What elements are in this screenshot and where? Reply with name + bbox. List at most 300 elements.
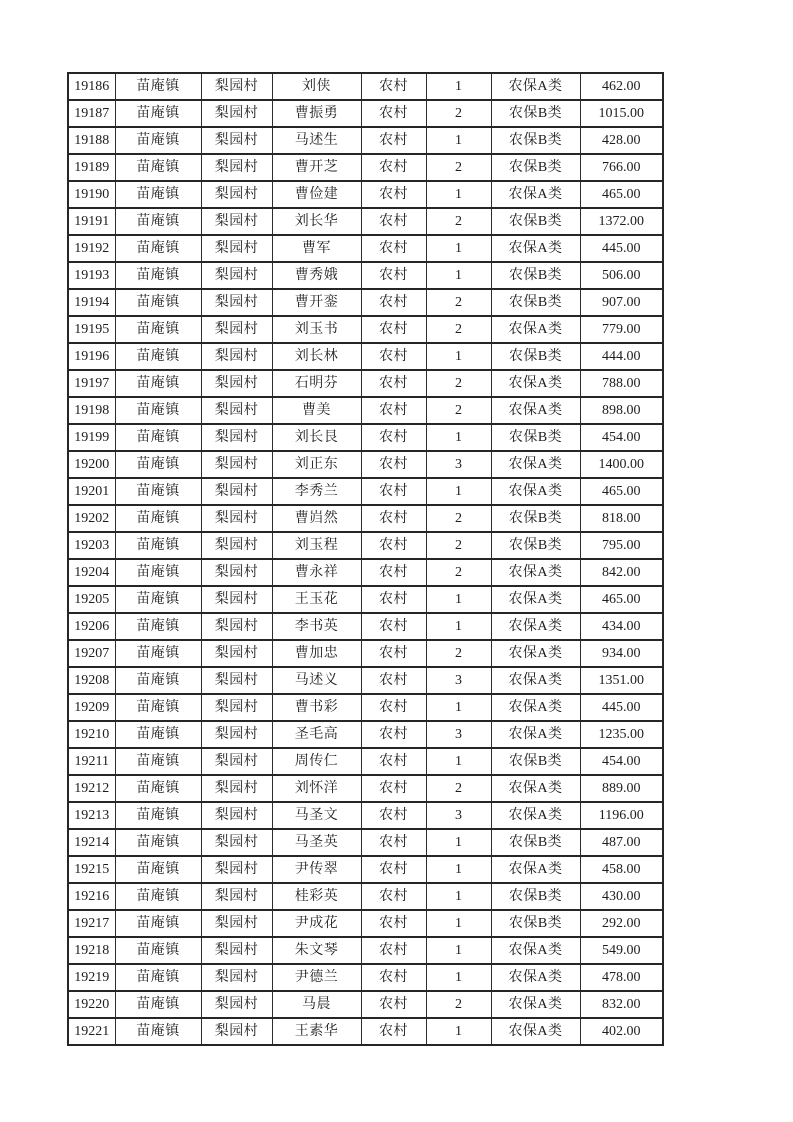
person-count: 1 — [426, 73, 491, 100]
village: 梨园村 — [201, 613, 272, 640]
insurance-category: 农保B类 — [491, 154, 580, 181]
sequence-number: 19220 — [68, 991, 115, 1018]
insurance-category: 农保A类 — [491, 856, 580, 883]
sequence-number: 19188 — [68, 127, 115, 154]
village: 梨园村 — [201, 1018, 272, 1045]
person-name: 刘怀洋 — [272, 775, 361, 802]
amount: 458.00 — [580, 856, 663, 883]
person-count: 3 — [426, 721, 491, 748]
person-count: 3 — [426, 802, 491, 829]
table-row — [68, 667, 663, 694]
table-row — [68, 991, 663, 1018]
sequence-number: 19192 — [68, 235, 115, 262]
person-count: 2 — [426, 532, 491, 559]
sequence-number: 19194 — [68, 289, 115, 316]
sequence-number: 19203 — [68, 532, 115, 559]
person-count: 2 — [426, 289, 491, 316]
residence-type: 农村 — [361, 721, 426, 748]
town: 苗庵镇 — [115, 856, 201, 883]
sequence-number: 19218 — [68, 937, 115, 964]
payment-roster-table — [67, 72, 664, 1046]
sequence-number: 19205 — [68, 586, 115, 613]
insurance-category: 农保B类 — [491, 289, 580, 316]
person-count: 2 — [426, 775, 491, 802]
table-row — [68, 316, 663, 343]
person-count: 1 — [426, 424, 491, 451]
person-name: 刘长林 — [272, 343, 361, 370]
village: 梨园村 — [201, 964, 272, 991]
amount: 1015.00 — [580, 100, 663, 127]
person-name: 圣毛高 — [272, 721, 361, 748]
person-name: 曹开芝 — [272, 154, 361, 181]
table-row — [68, 154, 663, 181]
town: 苗庵镇 — [115, 154, 201, 181]
town: 苗庵镇 — [115, 181, 201, 208]
sequence-number: 19207 — [68, 640, 115, 667]
person-count: 3 — [426, 451, 491, 478]
insurance-category: 农保B类 — [491, 208, 580, 235]
residence-type: 农村 — [361, 694, 426, 721]
person-count: 2 — [426, 640, 491, 667]
person-name: 桂彩英 — [272, 883, 361, 910]
amount: 506.00 — [580, 262, 663, 289]
town: 苗庵镇 — [115, 802, 201, 829]
amount: 434.00 — [580, 613, 663, 640]
table-row — [68, 775, 663, 802]
person-count: 1 — [426, 262, 491, 289]
town: 苗庵镇 — [115, 640, 201, 667]
amount: 430.00 — [580, 883, 663, 910]
person-name: 马圣英 — [272, 829, 361, 856]
village: 梨园村 — [201, 478, 272, 505]
village: 梨园村 — [201, 127, 272, 154]
person-name: 曹俭建 — [272, 181, 361, 208]
sequence-number: 19204 — [68, 559, 115, 586]
person-count: 1 — [426, 613, 491, 640]
person-name: 周传仁 — [272, 748, 361, 775]
person-count: 1 — [426, 964, 491, 991]
residence-type: 农村 — [361, 910, 426, 937]
residence-type: 农村 — [361, 1018, 426, 1045]
village: 梨园村 — [201, 316, 272, 343]
sequence-number: 19212 — [68, 775, 115, 802]
town: 苗庵镇 — [115, 532, 201, 559]
insurance-category: 农保A类 — [491, 559, 580, 586]
amount: 428.00 — [580, 127, 663, 154]
town: 苗庵镇 — [115, 370, 201, 397]
person-name: 马圣文 — [272, 802, 361, 829]
person-count: 2 — [426, 505, 491, 532]
table-row — [68, 856, 663, 883]
town: 苗庵镇 — [115, 208, 201, 235]
amount: 934.00 — [580, 640, 663, 667]
residence-type: 农村 — [361, 640, 426, 667]
village: 梨园村 — [201, 451, 272, 478]
town: 苗庵镇 — [115, 991, 201, 1018]
table-row — [68, 370, 663, 397]
insurance-category: 农保B类 — [491, 748, 580, 775]
village: 梨园村 — [201, 829, 272, 856]
person-name: 马述义 — [272, 667, 361, 694]
insurance-category: 农保B类 — [491, 829, 580, 856]
person-count: 2 — [426, 397, 491, 424]
town: 苗庵镇 — [115, 262, 201, 289]
village: 梨园村 — [201, 154, 272, 181]
table-row — [68, 73, 663, 100]
sequence-number: 19219 — [68, 964, 115, 991]
village: 梨园村 — [201, 370, 272, 397]
insurance-category: 农保B类 — [491, 910, 580, 937]
insurance-category: 农保B类 — [491, 343, 580, 370]
insurance-category: 农保B类 — [491, 883, 580, 910]
town: 苗庵镇 — [115, 397, 201, 424]
amount: 445.00 — [580, 235, 663, 262]
table-row — [68, 640, 663, 667]
village: 梨园村 — [201, 775, 272, 802]
town: 苗庵镇 — [115, 694, 201, 721]
table-row — [68, 235, 663, 262]
residence-type: 农村 — [361, 397, 426, 424]
insurance-category: 农保A类 — [491, 451, 580, 478]
table-row — [68, 100, 663, 127]
sequence-number: 19202 — [68, 505, 115, 532]
person-count: 1 — [426, 343, 491, 370]
table-row — [68, 964, 663, 991]
sequence-number: 19201 — [68, 478, 115, 505]
village: 梨园村 — [201, 532, 272, 559]
residence-type: 农村 — [361, 775, 426, 802]
village: 梨园村 — [201, 991, 272, 1018]
sequence-number: 19197 — [68, 370, 115, 397]
village: 梨园村 — [201, 802, 272, 829]
person-name: 马述生 — [272, 127, 361, 154]
person-count: 1 — [426, 181, 491, 208]
person-count: 2 — [426, 559, 491, 586]
person-name: 刘玉书 — [272, 316, 361, 343]
village: 梨园村 — [201, 748, 272, 775]
person-count: 1 — [426, 235, 491, 262]
amount: 788.00 — [580, 370, 663, 397]
residence-type: 农村 — [361, 424, 426, 451]
person-count: 1 — [426, 586, 491, 613]
residence-type: 农村 — [361, 262, 426, 289]
residence-type: 农村 — [361, 370, 426, 397]
sequence-number: 19198 — [68, 397, 115, 424]
amount: 889.00 — [580, 775, 663, 802]
village: 梨园村 — [201, 397, 272, 424]
sequence-number: 19195 — [68, 316, 115, 343]
residence-type: 农村 — [361, 667, 426, 694]
person-name: 王玉花 — [272, 586, 361, 613]
amount: 454.00 — [580, 748, 663, 775]
village: 梨园村 — [201, 856, 272, 883]
person-name: 刘玉程 — [272, 532, 361, 559]
residence-type: 农村 — [361, 748, 426, 775]
insurance-category: 农保A类 — [491, 397, 580, 424]
residence-type: 农村 — [361, 883, 426, 910]
insurance-category: 农保A类 — [491, 640, 580, 667]
sequence-number: 19221 — [68, 1018, 115, 1045]
sequence-number: 19209 — [68, 694, 115, 721]
person-count: 1 — [426, 829, 491, 856]
table-row — [68, 910, 663, 937]
village: 梨园村 — [201, 289, 272, 316]
sequence-number: 19186 — [68, 73, 115, 100]
village: 梨园村 — [201, 559, 272, 586]
table-row — [68, 343, 663, 370]
village: 梨园村 — [201, 910, 272, 937]
insurance-category: 农保A类 — [491, 775, 580, 802]
insurance-category: 农保A类 — [491, 478, 580, 505]
table-row — [68, 127, 663, 154]
payment-table-body — [68, 73, 663, 1045]
village: 梨园村 — [201, 883, 272, 910]
village: 梨园村 — [201, 667, 272, 694]
sequence-number: 19193 — [68, 262, 115, 289]
town: 苗庵镇 — [115, 127, 201, 154]
person-count: 2 — [426, 100, 491, 127]
insurance-category: 农保A类 — [491, 73, 580, 100]
person-name: 曹秀娥 — [272, 262, 361, 289]
person-count: 1 — [426, 694, 491, 721]
town: 苗庵镇 — [115, 1018, 201, 1045]
amount: 292.00 — [580, 910, 663, 937]
amount: 402.00 — [580, 1018, 663, 1045]
table-row — [68, 802, 663, 829]
residence-type: 农村 — [361, 127, 426, 154]
insurance-category: 农保B类 — [491, 532, 580, 559]
sequence-number: 19210 — [68, 721, 115, 748]
town: 苗庵镇 — [115, 721, 201, 748]
village: 梨园村 — [201, 586, 272, 613]
table-row — [68, 694, 663, 721]
village: 梨园村 — [201, 424, 272, 451]
amount: 462.00 — [580, 73, 663, 100]
town: 苗庵镇 — [115, 667, 201, 694]
sequence-number: 19190 — [68, 181, 115, 208]
sequence-number: 19191 — [68, 208, 115, 235]
person-name: 刘侠 — [272, 73, 361, 100]
person-name: 曹军 — [272, 235, 361, 262]
insurance-category: 农保A类 — [491, 667, 580, 694]
insurance-category: 农保A类 — [491, 964, 580, 991]
sequence-number: 19216 — [68, 883, 115, 910]
town: 苗庵镇 — [115, 289, 201, 316]
person-name: 尹德兰 — [272, 964, 361, 991]
person-name: 刘正东 — [272, 451, 361, 478]
insurance-category: 农保A类 — [491, 937, 580, 964]
insurance-category: 农保B类 — [491, 424, 580, 451]
person-count: 2 — [426, 991, 491, 1018]
town: 苗庵镇 — [115, 343, 201, 370]
village: 梨园村 — [201, 181, 272, 208]
town: 苗庵镇 — [115, 100, 201, 127]
table-row — [68, 424, 663, 451]
person-count: 1 — [426, 937, 491, 964]
amount: 465.00 — [580, 181, 663, 208]
amount: 1400.00 — [580, 451, 663, 478]
residence-type: 农村 — [361, 505, 426, 532]
residence-type: 农村 — [361, 100, 426, 127]
residence-type: 农村 — [361, 613, 426, 640]
town: 苗庵镇 — [115, 748, 201, 775]
person-name: 尹传翠 — [272, 856, 361, 883]
person-name: 曹开銮 — [272, 289, 361, 316]
insurance-category: 农保A类 — [491, 991, 580, 1018]
sequence-number: 19206 — [68, 613, 115, 640]
village: 梨园村 — [201, 937, 272, 964]
residence-type: 农村 — [361, 235, 426, 262]
person-name: 曹永祥 — [272, 559, 361, 586]
insurance-category: 农保A类 — [491, 370, 580, 397]
table-row — [68, 451, 663, 478]
residence-type: 农村 — [361, 964, 426, 991]
sequence-number: 19214 — [68, 829, 115, 856]
town: 苗庵镇 — [115, 775, 201, 802]
village: 梨园村 — [201, 208, 272, 235]
residence-type: 农村 — [361, 991, 426, 1018]
amount: 907.00 — [580, 289, 663, 316]
person-count: 2 — [426, 316, 491, 343]
table-row — [68, 505, 663, 532]
amount: 842.00 — [580, 559, 663, 586]
insurance-category: 农保A类 — [491, 694, 580, 721]
person-count: 1 — [426, 883, 491, 910]
insurance-category: 农保A类 — [491, 1018, 580, 1045]
amount: 465.00 — [580, 586, 663, 613]
town: 苗庵镇 — [115, 937, 201, 964]
person-name: 曹岿然 — [272, 505, 361, 532]
town: 苗庵镇 — [115, 478, 201, 505]
person-name: 曹美 — [272, 397, 361, 424]
person-count: 1 — [426, 748, 491, 775]
insurance-category: 农保B类 — [491, 100, 580, 127]
town: 苗庵镇 — [115, 235, 201, 262]
amount: 445.00 — [580, 694, 663, 721]
amount: 454.00 — [580, 424, 663, 451]
person-name: 李书英 — [272, 613, 361, 640]
village: 梨园村 — [201, 343, 272, 370]
town: 苗庵镇 — [115, 883, 201, 910]
table-row — [68, 478, 663, 505]
town: 苗庵镇 — [115, 505, 201, 532]
person-count: 3 — [426, 667, 491, 694]
sequence-number: 19189 — [68, 154, 115, 181]
village: 梨园村 — [201, 721, 272, 748]
amount: 465.00 — [580, 478, 663, 505]
village: 梨园村 — [201, 262, 272, 289]
person-name: 曹加忠 — [272, 640, 361, 667]
insurance-category: 农保B类 — [491, 262, 580, 289]
amount: 898.00 — [580, 397, 663, 424]
person-name: 曹书彩 — [272, 694, 361, 721]
residence-type: 农村 — [361, 829, 426, 856]
person-count: 1 — [426, 478, 491, 505]
person-name: 朱文琴 — [272, 937, 361, 964]
town: 苗庵镇 — [115, 613, 201, 640]
table-row — [68, 586, 663, 613]
sequence-number: 19199 — [68, 424, 115, 451]
residence-type: 农村 — [361, 478, 426, 505]
amount: 832.00 — [580, 991, 663, 1018]
person-name: 李秀兰 — [272, 478, 361, 505]
person-name: 尹成花 — [272, 910, 361, 937]
town: 苗庵镇 — [115, 964, 201, 991]
table-row — [68, 721, 663, 748]
village: 梨园村 — [201, 640, 272, 667]
amount: 779.00 — [580, 316, 663, 343]
residence-type: 农村 — [361, 451, 426, 478]
residence-type: 农村 — [361, 154, 426, 181]
insurance-category: 农保A类 — [491, 721, 580, 748]
person-name: 王素华 — [272, 1018, 361, 1045]
village: 梨园村 — [201, 505, 272, 532]
table-row — [68, 559, 663, 586]
town: 苗庵镇 — [115, 451, 201, 478]
table-row — [68, 208, 663, 235]
table-row — [68, 289, 663, 316]
person-count: 1 — [426, 1018, 491, 1045]
insurance-category: 农保A类 — [491, 802, 580, 829]
residence-type: 农村 — [361, 586, 426, 613]
amount: 1196.00 — [580, 802, 663, 829]
person-count: 1 — [426, 127, 491, 154]
sequence-number: 19215 — [68, 856, 115, 883]
person-count: 2 — [426, 154, 491, 181]
amount: 1372.00 — [580, 208, 663, 235]
amount: 795.00 — [580, 532, 663, 559]
village: 梨园村 — [201, 694, 272, 721]
village: 梨园村 — [201, 73, 272, 100]
town: 苗庵镇 — [115, 586, 201, 613]
residence-type: 农村 — [361, 208, 426, 235]
table-row — [68, 181, 663, 208]
town: 苗庵镇 — [115, 559, 201, 586]
residence-type: 农村 — [361, 181, 426, 208]
insurance-category: 农保A类 — [491, 235, 580, 262]
village: 梨园村 — [201, 100, 272, 127]
residence-type: 农村 — [361, 937, 426, 964]
residence-type: 农村 — [361, 532, 426, 559]
sequence-number: 19217 — [68, 910, 115, 937]
person-name: 刘长艮 — [272, 424, 361, 451]
residence-type: 农村 — [361, 559, 426, 586]
table-row — [68, 883, 663, 910]
table-row — [68, 397, 663, 424]
residence-type: 农村 — [361, 316, 426, 343]
amount: 1235.00 — [580, 721, 663, 748]
sequence-number: 19200 — [68, 451, 115, 478]
person-count: 2 — [426, 370, 491, 397]
residence-type: 农村 — [361, 289, 426, 316]
town: 苗庵镇 — [115, 73, 201, 100]
insurance-category: 农保A类 — [491, 586, 580, 613]
sequence-number: 19211 — [68, 748, 115, 775]
residence-type: 农村 — [361, 343, 426, 370]
table-row — [68, 532, 663, 559]
amount: 487.00 — [580, 829, 663, 856]
person-count: 1 — [426, 856, 491, 883]
person-name: 石明芬 — [272, 370, 361, 397]
town: 苗庵镇 — [115, 316, 201, 343]
sequence-number: 19208 — [68, 667, 115, 694]
village: 梨园村 — [201, 235, 272, 262]
insurance-category: 农保A类 — [491, 181, 580, 208]
table-row — [68, 829, 663, 856]
person-count: 1 — [426, 910, 491, 937]
town: 苗庵镇 — [115, 829, 201, 856]
sequence-number: 19187 — [68, 100, 115, 127]
